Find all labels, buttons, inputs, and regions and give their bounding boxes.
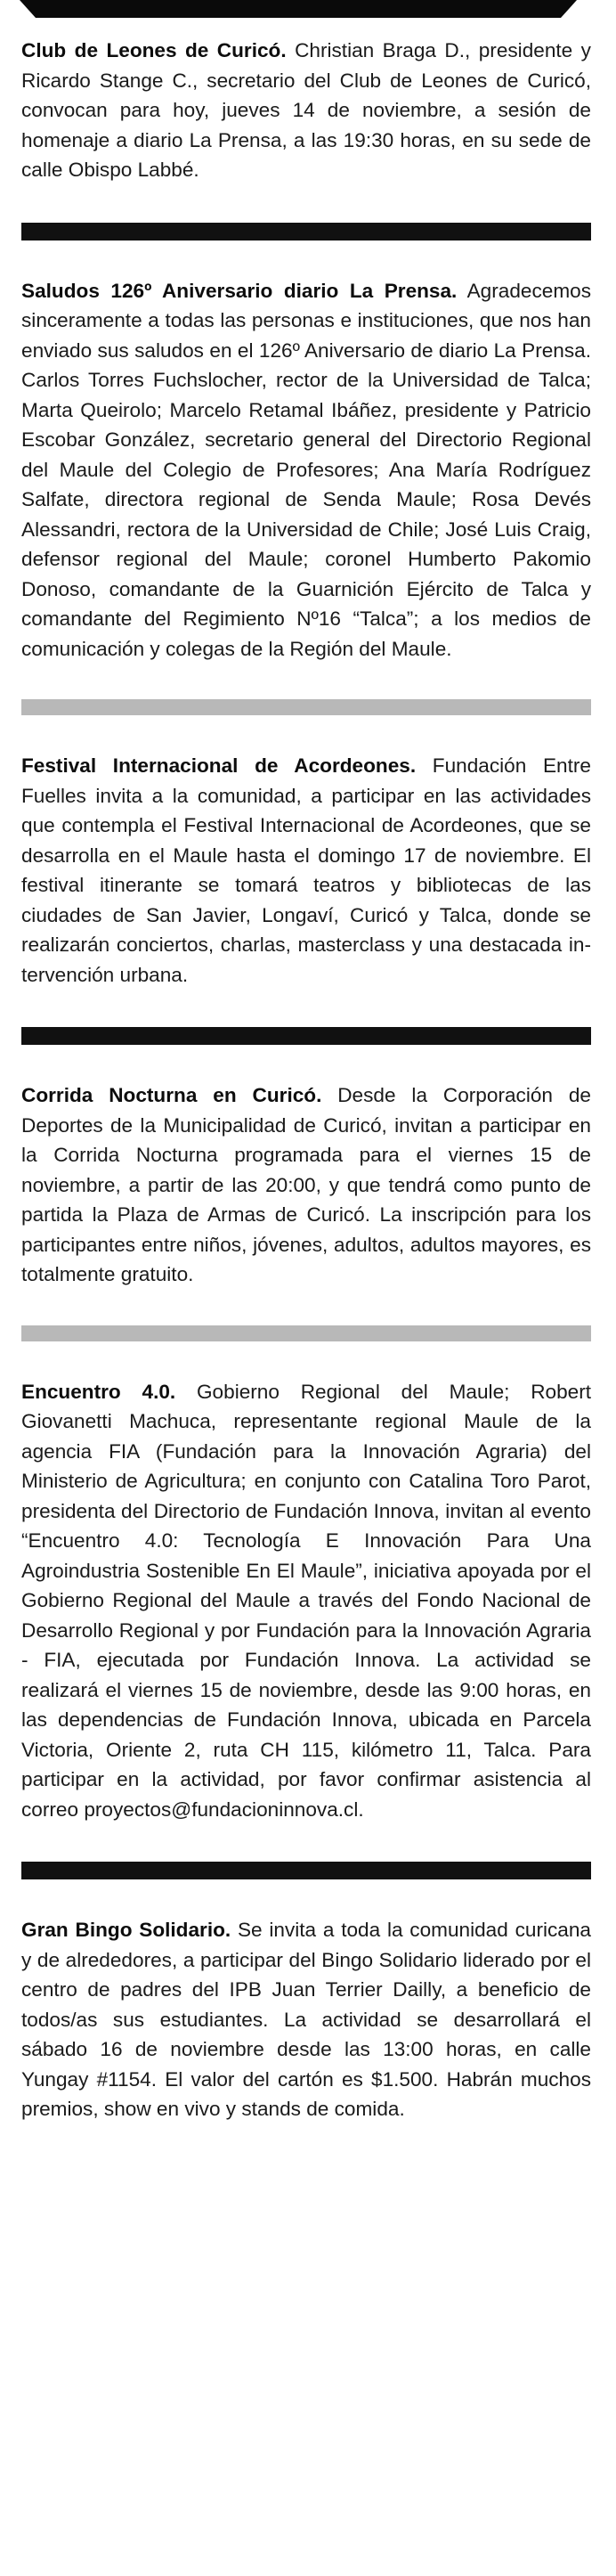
divider-black xyxy=(21,1027,591,1045)
announcement-heading: Club de Leones de Curicó. xyxy=(21,39,287,61)
announcement-body: Fundación Entre Fuelles invita a la comunidad, a participar en las actividades que contempla el Festival Internacional de Acordeones, que se desarrolla en el Maule hasta el domingo 17 de noviembre. El festival itinerante se tomará teatros y bibliotecas de las ciudades de San Javier, Longaví, Curicó y Talca, donde se realizarán conciertos, charlas, masterclass y una destacada intervención urbana. xyxy=(21,754,591,986)
announcement-text xyxy=(21,1377,591,1825)
header-corner-polygon xyxy=(20,0,577,18)
announcement-body: Gobierno Regional del Maule; Robert Giovanetti Machuca, representante regional Maule de la agencia FIA (Fundación para la Innovación Agraria) del Ministerio de Agricultura; en conjunto con Catalina Toro Parot, presidenta del Directorio de Fundación Innova, invitan al evento “Encuentro 4.0: Tecnología E Innovación Para Una Agroindustria Sostenible En El Maule”, iniciativa apoyada por el Gobierno Regional del Maule a través del Fondo Nacional de Desarrollo Regional y por Fundación para la Innovación Agraria - FIA, ejecutada por Fundación Innova. La actividad se realizará el viernes 15 de noviembre, desde las 9:00 horas, en las dependencias de Fundación Innova, ubicada en Parcela Victoria, Oriente 2, ruta CH 115, kilómetro 11, Talca. Para participar en la actividad, por favor confirmar asistencia al correo proyectos@fundacioninnova.cl. xyxy=(21,1380,592,1821)
announcement-body: Christian Braga D., presidente y Ricardo Stange C., secretario del Club de Leones de Curicó, convocan para hoy, jueves 14 de noviembre, a sesión de homenaje a diario La Prensa, a las 19:30 horas, en su sede de calle Obispo Labbé. xyxy=(21,39,591,181)
announcement-club-de-leones xyxy=(21,36,591,185)
announcement-heading: Saludos 126º Aniversario diario La Prensa. xyxy=(21,279,458,302)
announcement-text xyxy=(21,751,591,990)
announcement-encuentro-4-0 xyxy=(21,1377,591,1825)
announcement-text xyxy=(21,276,591,664)
announcement-text xyxy=(21,1080,591,1290)
announcement-heading: Corrida Nocturna en Curicó. xyxy=(21,1084,322,1106)
announcements-column xyxy=(21,36,591,2124)
announcement-text xyxy=(21,36,591,185)
divider-black xyxy=(21,1862,591,1879)
announcement-text xyxy=(21,1915,591,2124)
divider-gray xyxy=(21,699,591,715)
announcement-heading: Encuentro 4.0. xyxy=(21,1380,176,1403)
announcement-heading: Festival Internacional de Acordeones. xyxy=(21,754,417,777)
divider-black xyxy=(21,223,591,240)
announcement-body: Se invita a toda la comunidad curicana y de alrededores, a participar del Bingo Solidario liderado por el centro de padres del IPB Juan Terrier Dailly, a beneficio de todos/as sus estudiantes. La actividad se desarrollará el sábado 16 de noviembre desde las 13:00 horas, en calle Yungay #1154. El valor del cartón es $1.500. Habrán muchos premios, show en vivo y stands de comida. xyxy=(21,1919,591,2120)
announcement-body: Desde la Corporación de Deportes de la Municipalidad de Curicó, invitan a participar en la Corrida Nocturna programada para el viernes 15 de noviembre, a partir de las 20:00, y que tendrá como punto de partida la Plaza de Armas de Curicó. La inscripción para los participantes entre niños, jóvenes, adultos, adultos mayores, es totalmente gratuito. xyxy=(21,1084,591,1285)
divider-gray xyxy=(21,1325,591,1341)
announcement-saludos-aniversario xyxy=(21,276,591,664)
announcement-body: Agradecemos sinceramente a todas las personas e instituciones, que nos han enviado sus saludos en el 126º Aniversario de diario La Prensa. Carlos Torres Fuchslocher, rector de la Universidad de Talca; Marta Queirolo; Marcelo Retamal Ibáñez, presidente y Patricio Escobar González, secretario general del Directorio Regional del Maule del Colegio de Profesores; Ana María Rodríguez Salfate, directora regional de Senda Maule; Rosa Devés Alessandri, rectora de la Universidad de Chile; José Luis Craig, defensor regional del Maule; coronel Humberto Pakomio Donoso, comandante de la Guarnición Ejército de Talca y comandante del Regimiento Nº16 “Talca”; a los medios de comunicación y colegas de la Región del Maule. xyxy=(21,279,591,660)
announcement-corrida-nocturna xyxy=(21,1080,591,1290)
announcement-festival-acordeones xyxy=(21,751,591,990)
announcement-heading: Gran Bingo Solidario. xyxy=(21,1919,231,1941)
announcement-gran-bingo xyxy=(21,1915,591,2124)
header-corner-shape xyxy=(0,0,616,18)
